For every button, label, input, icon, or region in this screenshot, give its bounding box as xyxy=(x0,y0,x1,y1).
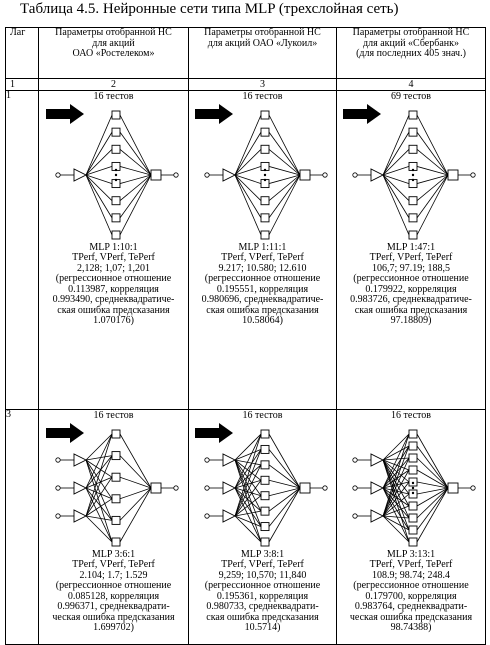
input-neuron xyxy=(74,169,86,181)
hidden-neuron xyxy=(409,111,417,119)
connection-line xyxy=(235,175,261,235)
connection-line xyxy=(417,488,448,530)
input-terminal xyxy=(204,457,208,461)
hidden-neuron xyxy=(409,231,417,239)
ellipsis-dot xyxy=(263,168,265,170)
hidden-neuron xyxy=(261,145,269,153)
hidden-neuron xyxy=(261,196,269,204)
arrow-icon xyxy=(195,423,233,443)
hidden-neuron xyxy=(409,430,417,438)
hidden-neuron xyxy=(409,538,417,546)
hidden-neuron xyxy=(112,128,120,136)
connection-line xyxy=(86,175,112,235)
hidden-neuron xyxy=(409,514,417,522)
table-title: Таблица 4.5. Нейронные сети типа MLP (трехслойная сеть) xyxy=(20,1,399,17)
header-lag: Лаг xyxy=(6,28,39,79)
output-terminal xyxy=(322,172,326,176)
result-cell xyxy=(337,410,486,645)
header-col-sberbank: Параметры отобранной НС для акций «Сбербанк» (для последних 405 знач.) xyxy=(337,28,486,79)
hidden-neuron xyxy=(261,128,269,136)
hidden-neuron xyxy=(409,454,417,462)
ellipsis-dot xyxy=(114,178,116,180)
hidden-neuron xyxy=(261,522,269,530)
input-neuron xyxy=(371,510,383,522)
network-params: MLP 1:47:1 TPerf, VPerf, TePerf 106,7; 97.19; 188,5 (регрессионное отношение 0.179922, корреляция 0.983726, среднеквадратиче- ская ошибка предсказания 97.18809) xyxy=(350,241,472,326)
tests-count: 16 тестов xyxy=(391,410,431,421)
input-neuron xyxy=(223,169,235,181)
connection-line xyxy=(417,175,448,235)
hidden-neuron xyxy=(261,476,269,484)
network-params: MLP 3:6:1 TPerf, VPerf, TePerf 2.104; 1.7; 1.529 (регрессионное отношение 0.085128, корреляция 0.996371, среднеквадрати- ческая ошибка предсказания 1.699702) xyxy=(52,548,175,633)
arrow-icon xyxy=(46,423,84,443)
ellipsis-dot xyxy=(412,486,414,488)
hidden-neuron xyxy=(409,128,417,136)
tests-count: 16 тестов xyxy=(93,91,134,102)
input-terminal xyxy=(55,513,59,517)
arrow-icon xyxy=(195,104,233,124)
network-diagram xyxy=(44,422,184,550)
input-neuron xyxy=(223,482,235,494)
connection-line xyxy=(417,488,448,542)
connection-line xyxy=(86,115,112,175)
header-col-rostelecom: Параметры отобранной НС для акций ОАО «Ростелеком» xyxy=(39,28,189,79)
connection-line xyxy=(269,434,300,488)
hidden-neuron xyxy=(112,111,120,119)
connection-line xyxy=(269,175,300,235)
input-terminal xyxy=(55,457,59,461)
hidden-neuron xyxy=(112,145,120,153)
input-neuron xyxy=(74,482,86,494)
hidden-neuron xyxy=(112,213,120,221)
hidden-neuron xyxy=(112,196,120,204)
output-neuron xyxy=(151,483,161,493)
output-terminal xyxy=(173,172,177,176)
input-neuron xyxy=(371,169,383,181)
input-neuron xyxy=(74,510,86,522)
input-terminal xyxy=(204,513,208,517)
input-terminal xyxy=(204,485,208,489)
hidden-neuron xyxy=(112,430,120,438)
output-neuron xyxy=(448,170,458,180)
hidden-neuron xyxy=(261,445,269,453)
ellipsis-dot xyxy=(263,173,265,175)
network-diagram xyxy=(44,103,184,243)
hidden-neuron xyxy=(409,213,417,221)
ellipsis-dot xyxy=(412,178,414,180)
output-terminal xyxy=(471,485,475,489)
tests-count: 69 тестов xyxy=(391,91,431,102)
hidden-neuron xyxy=(261,491,269,499)
connection-line xyxy=(417,434,448,488)
tests-count: 16 тестов xyxy=(93,410,134,421)
ellipsis-dot xyxy=(412,481,414,483)
result-cell xyxy=(189,410,337,645)
header-col-lukoil: Параметры отобранной НС для акций ОАО «Лукоил» xyxy=(189,28,337,79)
col-number: 4 xyxy=(337,79,486,91)
connection-line xyxy=(120,115,151,175)
result-cell xyxy=(39,410,189,645)
input-terminal xyxy=(353,485,357,489)
hidden-neuron xyxy=(409,502,417,510)
hidden-neuron xyxy=(261,507,269,515)
input-terminal xyxy=(353,457,357,461)
output-terminal xyxy=(173,485,177,489)
table-row xyxy=(6,91,486,410)
result-cell xyxy=(189,91,337,410)
arrow-icon xyxy=(46,104,84,124)
network-params: MLP 3:8:1 TPerf, VPerf, TePerf 9,259; 10,570; 11,840 (регрессионное отношение 0.195361, корреляция 0.980733, среднеквадрати- ская ошибка предсказания 10.5714) xyxy=(204,548,321,633)
hidden-neuron xyxy=(112,538,120,546)
hidden-neuron xyxy=(409,526,417,534)
hidden-neuron xyxy=(261,538,269,546)
col-number: 3 xyxy=(189,79,337,91)
tests-count: 16 тестов xyxy=(242,410,283,421)
connection-line xyxy=(383,175,409,235)
hidden-neuron xyxy=(112,494,120,502)
network-diagram xyxy=(193,103,333,243)
network-params: MLP 1:10:1 TPerf, VPerf, TePerf 2,128; 1,07; 1,201 (регрессионное отношение 0.113987, корреляция 0.993490, среднеквадратиче- ская ошибка предсказания 1.070176) xyxy=(52,241,175,326)
connection-line xyxy=(417,115,448,175)
hidden-neuron xyxy=(261,111,269,119)
input-neuron xyxy=(223,454,235,466)
input-terminal xyxy=(55,485,59,489)
network-diagram xyxy=(193,422,333,550)
column-number-row xyxy=(6,79,486,91)
connection-line xyxy=(269,488,300,542)
input-neuron xyxy=(223,510,235,522)
ellipsis-dot xyxy=(114,173,116,175)
connection-line xyxy=(417,446,448,488)
ellipsis-dot xyxy=(263,178,265,180)
output-neuron xyxy=(151,170,161,180)
hidden-neuron xyxy=(409,466,417,474)
header-row xyxy=(6,28,486,79)
input-neuron xyxy=(371,454,383,466)
connection-line xyxy=(269,115,300,175)
ellipsis-dot xyxy=(412,168,414,170)
output-neuron xyxy=(300,483,310,493)
hidden-neuron xyxy=(409,145,417,153)
hidden-neuron xyxy=(409,442,417,450)
input-terminal xyxy=(353,513,357,517)
ellipsis-dot xyxy=(412,491,414,493)
input-neuron xyxy=(74,454,86,466)
network-diagram xyxy=(341,422,481,550)
network-params: MLP 3:13:1 TPerf, VPerf, TePerf 108.9; 98.74; 248.4 (регрессионное отношение 0.179700, корреляция 0.983764, среднеквадрати- ческая ошибка предсказания 98.74388) xyxy=(349,548,473,633)
input-terminal xyxy=(55,172,59,176)
mlp-table xyxy=(5,27,486,645)
ellipsis-dot xyxy=(114,168,116,170)
output-neuron xyxy=(448,483,458,493)
lag-cell: 3 xyxy=(6,410,39,645)
hidden-neuron xyxy=(261,430,269,438)
network-diagram xyxy=(341,103,481,243)
table-row xyxy=(6,410,486,645)
hidden-neuron xyxy=(261,231,269,239)
hidden-neuron xyxy=(112,231,120,239)
input-terminal xyxy=(204,172,208,176)
col-number: 2 xyxy=(39,79,189,91)
col-number: 1 xyxy=(6,79,39,91)
lag-cell: 1 xyxy=(6,91,39,410)
hidden-neuron xyxy=(261,213,269,221)
connection-line xyxy=(120,175,151,235)
output-terminal xyxy=(322,485,326,489)
ellipsis-dot xyxy=(412,173,414,175)
hidden-neuron xyxy=(112,516,120,524)
output-terminal xyxy=(471,172,475,176)
hidden-neuron xyxy=(112,473,120,481)
network-params: MLP 1:11:1 TPerf, VPerf, TePerf 9.217; 10.580; 12.610 (регрессионное отношение 0.195551, корреляция 0.980696, среднеквадратиче- ская ошибка предсказания 10.58064) xyxy=(201,241,324,326)
input-terminal xyxy=(353,172,357,176)
hidden-neuron xyxy=(112,451,120,459)
connection-line xyxy=(383,115,409,175)
result-cell xyxy=(337,91,486,410)
arrow-icon xyxy=(343,104,381,124)
hidden-neuron xyxy=(261,460,269,468)
connection-line xyxy=(235,115,261,175)
tests-count: 16 тестов xyxy=(242,91,283,102)
result-cell xyxy=(39,91,189,410)
hidden-neuron xyxy=(409,196,417,204)
input-neuron xyxy=(371,482,383,494)
output-neuron xyxy=(300,170,310,180)
